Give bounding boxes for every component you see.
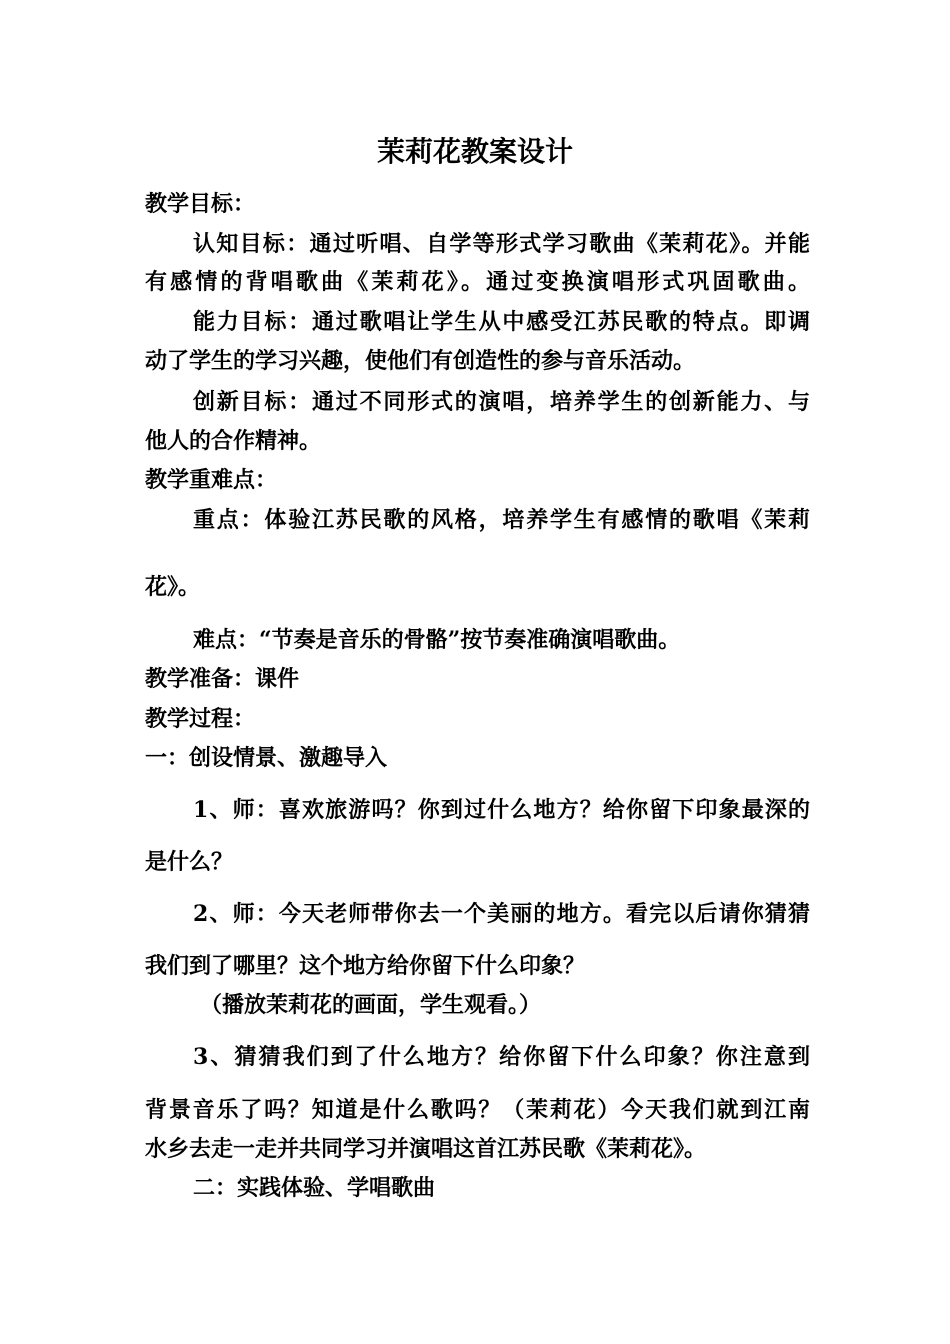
paragraph-line: 创新目标：通过不同形式的演唱，培养学生的创新能力、与: [193, 389, 810, 415]
section-heading: 一：创设情景、激趣导入: [145, 745, 388, 771]
paragraph-line: 2、师：今天老师带你去一个美丽的地方。看完以后请你猜猜: [193, 901, 810, 927]
paragraph-line: 水乡去走一走并共同学习并演唱这首江苏民歌《茉莉花》。: [145, 1136, 707, 1162]
heading-teaching-goals: 教学目标：: [145, 191, 256, 217]
heading-key-difficult-points: 教学重难点：: [145, 467, 278, 493]
paragraph-line: 3、猜猜我们到了什么地方？给你留下什么印象？你注意到: [193, 1044, 810, 1070]
heading-teaching-preparation: 教学准备：课件: [145, 666, 300, 692]
paragraph-line: 是什么？: [145, 849, 234, 875]
paragraph-line: 能力目标：通过歌唱让学生从中感受江苏民歌的特点。即调: [193, 309, 810, 335]
paragraph-line: 重点：体验江苏民歌的风格，培养学生有感情的歌唱《茉莉: [193, 507, 810, 533]
paragraph-line: 背景音乐了吗？知道是什么歌吗？（茉莉花）今天我们就到江南: [145, 1097, 810, 1123]
paragraph-line: 认知目标：通过听唱、自学等形式学习歌曲《茉莉花》。并能: [193, 231, 810, 257]
heading-teaching-process: 教学过程：: [145, 706, 256, 732]
document-title: 茉莉花教案设计: [376, 135, 573, 168]
paragraph-line: 动了学生的学习兴趣，使他们有创造性的参与音乐活动。: [145, 348, 696, 374]
paragraph-line: 我们到了哪里？这个地方给你留下什么印象？: [145, 953, 586, 979]
paragraph-line: 他人的合作精神。: [145, 428, 322, 454]
paragraph-line: 有感情的背唱歌曲《茉莉花》。通过变换演唱形式巩固歌曲。: [145, 269, 810, 295]
paragraph-line: 难点：“节奏是音乐的骨骼”按节奏准确演唱歌曲。: [193, 627, 681, 653]
section-heading: 二：实践体验、学唱歌曲: [193, 1175, 436, 1201]
paragraph-line: （播放茉莉花的画面，学生观看。）: [200, 992, 542, 1018]
paragraph-line: 1、师：喜欢旅游吗？你到过什么地方？给你留下印象最深的: [193, 797, 810, 823]
paragraph-line: 花》。: [145, 574, 201, 600]
